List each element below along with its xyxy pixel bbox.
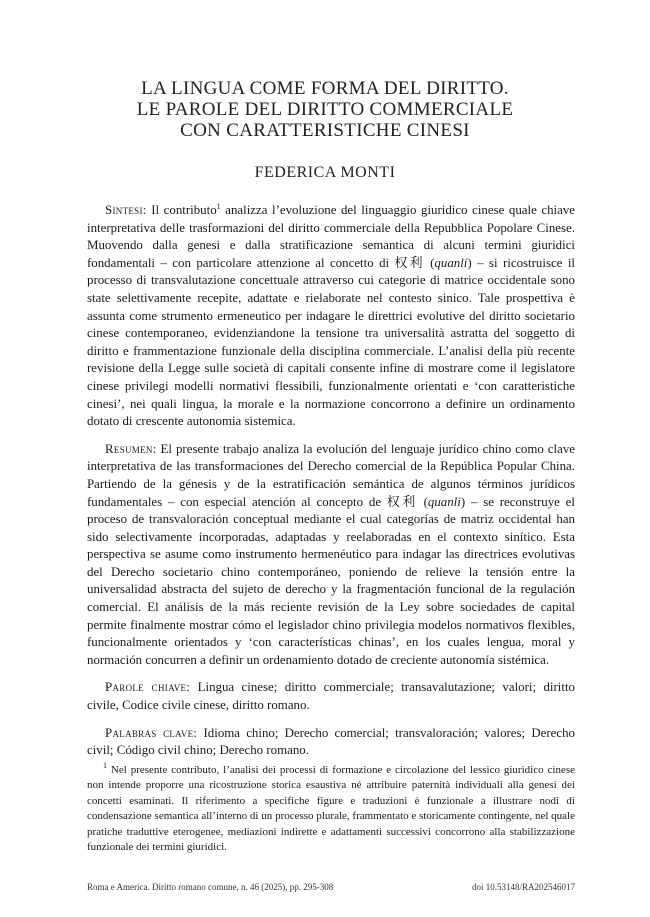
resumen-text-1: El presente trabajo analiza la evolución del lenguaje jurídico chino como clave interpretativa de las transformaciones del Derecho comercial de la República Popular China. Partiendo de la génesis y de la estratificación semántica de algunos términos jurídicos fundamentales – con especial atención al concepto de 权利 ( — [87, 441, 575, 509]
title-line-2: LE PAROLE DEL DIRITTO COMMERCIALE — [136, 99, 514, 120]
parole-chiave-paragraph — [87, 679, 575, 714]
resumen-term: quanli — [427, 494, 461, 509]
author-name: FEDERICA MONTI — [254, 164, 396, 181]
footnote-text: Nel presente contributo, l’analisi dei processi di formazione e circolazione del lessico giuridico cinese non intende proporre una ricostruzione storica esaustiva né attribuire paternità individuali alla genesi dei concetti esaminati. Il riferimento a specifiche figure e traduzioni è funzionale a illustrare nodi di condensazione semantica all’interno di un processo plurale, frammentato e storicamente contingente, nel quale pratiche traduttive eterogenee, mediazioni indirette e adattamenti successivi concorrono alla stabilizzazione funzionale dei termini giuridici. — [87, 764, 575, 854]
palabras-clave-text: Idioma chino; Derecho comercial; transvaloración; valores; Derecho civil; Código civil chino; Derecho romano. — [87, 725, 575, 758]
resumen-paragraph — [87, 441, 575, 670]
sintesi-text-1: analizza l’evoluzione del linguaggio giuridico cinese quale chiave interpretativa delle trasformazioni del diritto commerciale della Repubblica Popolare Cinese. Muovendo dalla genesi e dalla stratificazione semantica di alcuni termini giuridici fondamentali – con particolare attenzione al concetto di 权利 ( — [87, 203, 575, 270]
palabras-clave-paragraph — [87, 725, 575, 760]
journal-citation: Roma e America. Diritto romano comune, n. 46 (2025), pp. 295-308 — [87, 882, 334, 892]
abstract-body — [87, 202, 575, 770]
sintesi-label: Sintesi: — [105, 203, 147, 217]
doi-link[interactable]: doi 10.53148/RA202546017 — [471, 882, 575, 892]
footnote-ref[interactable]: 1 — [216, 202, 221, 211]
footnote — [87, 763, 575, 855]
parole-chiave-label: Parole chiave: — [105, 680, 191, 695]
title-line-3: CON CARATTERISTICHE CINESI — [180, 120, 470, 141]
sintesi-term: quanli — [434, 255, 468, 270]
title-line-1: LA LINGUA COME FORMA DEL DIRITTO. — [141, 78, 509, 99]
sintesi-paragraph — [87, 202, 575, 431]
palabras-clave-label: Palabras clave: — [105, 725, 198, 740]
sintesi-text-intro: Il contributo — [146, 203, 217, 217]
footnote-mark: 1 — [103, 761, 107, 770]
parole-chiave-text: Lingua cinese; diritto commerciale; transavalutazione; valori; diritto civile, Codice civile cinese, diritto romano. — [87, 680, 575, 713]
sintesi-text-2: ) – si ricostruisce il processo di transvalutazione concettuale attraverso cui categorie di matrice occidentale sono state selettivamente recepite, adattate e rielaborate nel contesto sinico. Tale prospettiva è assunta come strumento ermeneutico per indagare le direttrici evolutive del diritto societario cinese contemporaneo, evidenziandone la tensione tra universalità astratta del soggetto di diritto e frammentazione funzionale della disciplina commerciale. L’analisi della più recente revisione della Legge sulle società di capitali consente infine di mostrare come il legislatore cinese privilegi modelli normativi flessibili, funzionalmente orientati e ‘con caratteristiche cinesi’, nei quali lingua, la morale e la normazione concorrono a definire un ordinamento dotato di crescente autonomia sistemica. — [87, 255, 575, 429]
article-title — [0, 78, 650, 141]
resumen-label: Resumen: — [105, 441, 157, 456]
resumen-text-2: ) – se reconstruye el proceso de transvaloración conceptual mediante el cual categorías de matriz occidental han sido selectivamente incorporadas, adaptadas y reelaboradas en el contexto sinítico. Esta perspectiva se asume como instrumento hermenéutico para indagar las directrices evolutivas del Derecho societario chino contemporáneo, poniendo de relieve la tensión entre la universalidad abstracta del sujeto de derecho y la fragmentación funcional de la regulación comercial. El análisis de la más reciente revisión de la Ley sobre sociedades de capital permite finalmente mostrar cómo el legislador chino privilegia modelos normativos flexibles, funcionalmente orientados y ‘con características chinas’, en los cuales lengua, moral y normación concurren a definir un ordenamiento dotado de creciente autonomía sistémica. — [87, 494, 575, 667]
